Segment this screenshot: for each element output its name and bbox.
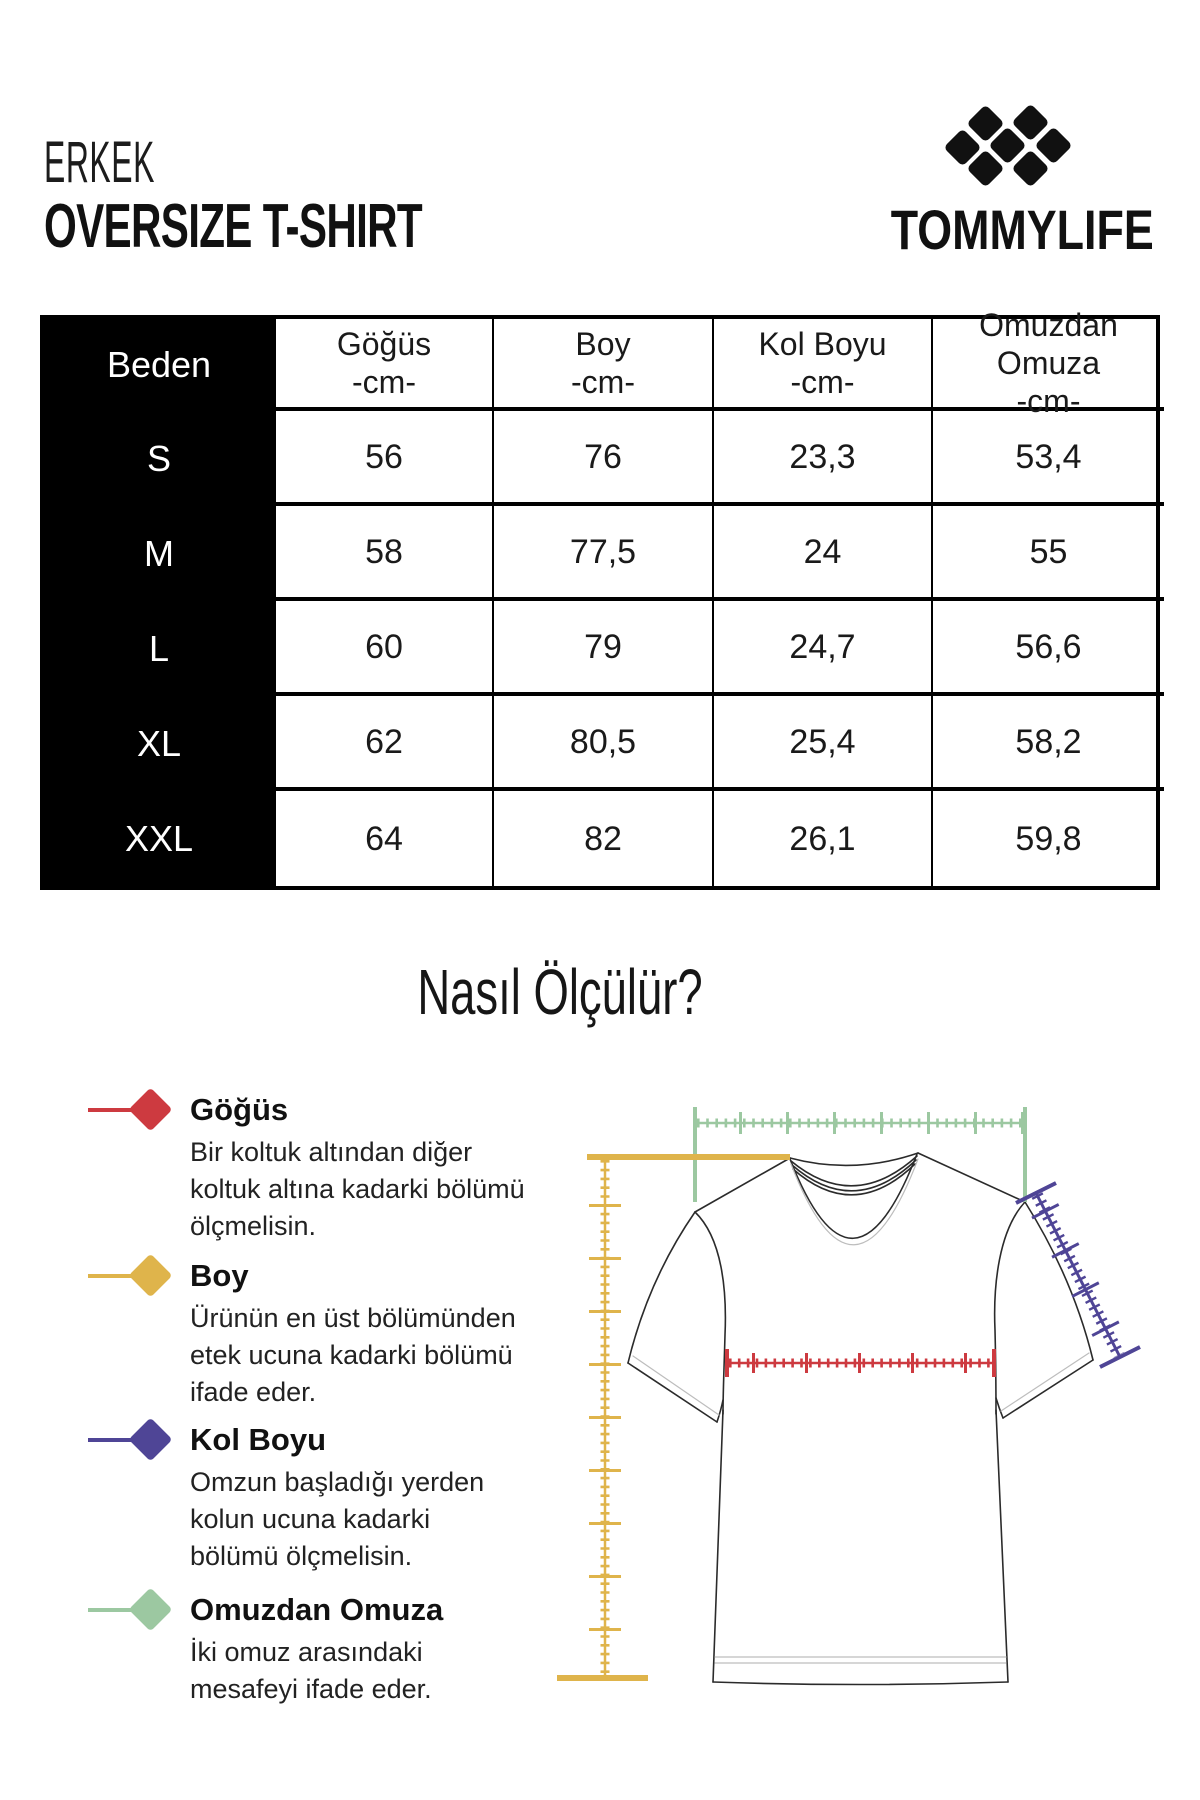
legend-name: Göğüs [190,1092,289,1127]
table-header-kol-boyu [714,319,933,411]
table-cell [714,411,933,506]
cell-value: 62 [365,722,403,761]
page-title-block [44,132,600,260]
header-line: Beden [106,344,212,385]
legend-description [190,1634,550,1708]
size-table [40,307,1160,890]
table-cell [933,791,1164,886]
cell-value: 77,5 [569,532,637,571]
table-cell [494,506,714,601]
table-header-gogus [276,319,494,411]
table-header-boy [494,319,714,411]
table-cell [714,696,933,791]
cell-value: 24 [803,532,842,571]
table-cell [933,601,1164,696]
length-diamond-icon [129,1254,173,1298]
cell-value: 25,4 [789,722,856,761]
desc-line: bölümü ölçmelisin. [190,1541,413,1571]
desc-line: ifade eder. [190,1377,317,1407]
measurement-diagram [500,1080,1180,1720]
brand-logo [930,95,1090,200]
table-cell [494,791,714,886]
shoulder-diamond-icon [129,1588,173,1632]
table-cell [933,506,1164,601]
desc-line: mesafeyi ifade eder. [190,1674,432,1704]
cell-value: 26,1 [789,819,856,858]
table-cell [494,696,714,791]
size-text: S [146,437,171,479]
size-text: M [144,532,174,574]
legend-name: Boy [190,1258,249,1293]
table-cell [276,696,494,791]
desc-line: ölçmelisin. [190,1211,317,1241]
product-title: OVERSIZE T-SHIRT [44,192,422,261]
sleeve-diamond-icon [129,1418,173,1462]
chest-ruler [727,1349,994,1377]
legend-name: Kol Boyu [190,1422,327,1457]
cell-value: 79 [584,627,622,666]
length-ruler [557,1157,790,1678]
legend-description [190,1134,550,1245]
cell-value: 58,2 [1015,722,1082,761]
table-cell [714,601,933,696]
header-line: Omuza [996,345,1101,381]
legend-description [190,1464,550,1575]
cell-value: 58 [365,532,403,571]
category-label: ERKEK [44,130,155,195]
desc-line: koltuk altına kadarki bölümü [190,1174,525,1204]
size-text: XXL [124,817,194,859]
cell-value: 59,8 [1015,819,1082,858]
desc-line: etek ucuna kadarki bölümü [190,1340,513,1370]
desc-line: kolun ucuna kadarki [190,1504,431,1534]
size-label [44,411,276,506]
table-header-omuzdan-omuza [933,307,1164,419]
table-cell [276,411,494,506]
size-text: L [148,627,170,669]
table-cell [276,791,494,886]
table-cell [276,506,494,601]
legend-text [190,1422,550,1575]
header-unit: -cm- [1016,383,1081,419]
legend-text [190,1258,550,1411]
cell-value: 55 [1029,532,1068,571]
table-cell [714,506,933,601]
desc-line: Bir koltuk altından diğer [190,1137,473,1167]
header-unit: -cm- [571,364,635,400]
cell-value: 60 [365,627,403,666]
header-line: Boy [575,326,631,362]
chest-diamond-icon [129,1088,173,1132]
cell-value: 56 [365,437,403,476]
table-cell [494,601,714,696]
size-label [44,601,276,696]
header-line: Omuzdan [979,307,1118,343]
legend-text [190,1092,550,1245]
size-label [44,696,276,791]
table-header-beden [44,319,276,411]
legend-text [190,1592,550,1708]
desc-line: Ürünün en üst bölümünden [190,1303,516,1333]
cell-value: 24,7 [789,627,856,666]
desc-line: Omzun başladığı yerden [190,1467,485,1497]
header-unit: -cm- [352,364,416,400]
table-cell [933,411,1164,506]
table-cell [276,601,494,696]
cell-value: 64 [365,819,403,858]
cell-value: 80,5 [569,722,637,761]
how-to-measure-title: Nasıl Ölçülür? [417,956,703,1028]
header-unit: -cm- [790,364,855,400]
header-line: Kol Boyu [758,326,887,362]
table-cell [714,791,933,886]
header-line: Göğüs [336,326,432,362]
legend-name: Omuzdan Omuza [190,1592,444,1627]
cell-value: 56,6 [1015,627,1082,666]
table-cell [494,411,714,506]
size-text: XL [136,722,182,764]
cell-value: 53,4 [1015,437,1082,476]
brand-name: TOMMYLIFE [891,198,1154,261]
size-label [44,506,276,601]
cell-value: 76 [584,437,622,476]
size-label [44,791,276,886]
table-cell [933,696,1164,791]
cell-value: 82 [584,819,622,858]
desc-line: İki omuz arasındaki [190,1637,423,1667]
legend-description [190,1300,550,1411]
sleeve-ruler [1016,1183,1140,1367]
cell-value: 23,3 [789,437,856,476]
tshirt-outline-icon [628,1153,1093,1685]
